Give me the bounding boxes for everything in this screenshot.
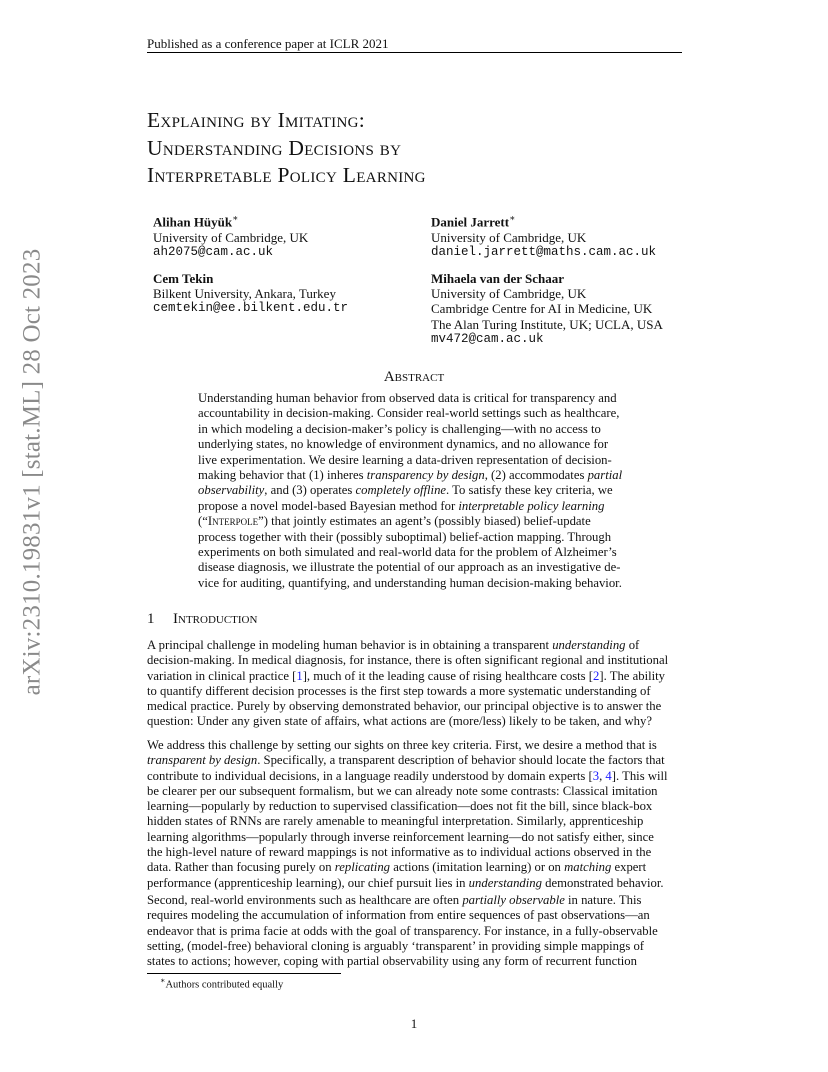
author-affiliation: Cambridge Centre for AI in Medicine, UK: [431, 301, 653, 317]
abstract-line: process together with their (possibly suboptimal) belief-action mapping. Through: [198, 529, 612, 544]
citation-link[interactable]: 2: [593, 668, 600, 683]
title-line-3: Interpretable Policy Learning: [147, 163, 426, 187]
section-number: 1: [147, 611, 155, 627]
paragraph-line: hidden states of RNNs are rarely amenable to meaningful interpretation. Similarly, apprenticeship: [147, 814, 644, 829]
citation-link[interactable]: 3: [592, 768, 600, 783]
abstract-line: live experimentation. We desire learning a data-driven representation of decision-: [198, 452, 612, 467]
author-name: Alihan Hüyük∗: [153, 213, 239, 230]
paragraph-line: We address this challenge by setting our sights on three key criteria. First, we desire a method that is: [147, 738, 657, 752]
author-email[interactable]: ah2075@cam.ac.uk: [153, 244, 274, 259]
abstract-line: vice for auditing, quantifying, and understanding human decision-making behavior.: [198, 575, 622, 590]
paragraph-line: setting, (model-free) behavioral cloning is arguably ‘transparent’ in providing simple mappings of: [147, 938, 645, 953]
title-line-1: Explaining by Imitating:: [147, 108, 365, 132]
paragraph-line: requires modeling the accumulation of information from entire sequences of past observations—an: [147, 908, 650, 923]
author-name: Mihaela van der Schaar: [431, 271, 565, 286]
paragraph-line: transparent by design. Specifically, a transparent description of behavior should locate the factors that: [147, 753, 665, 768]
footnote-rule: [147, 973, 341, 974]
arxiv-stamp-text: arXiv:2310.19831v1 [stat.ML] 28 Oct 2023: [18, 248, 45, 696]
paragraph-line: variation in clinical practice [1], much of it the leading cause of rising healthcare costs [2]. The ability: [147, 668, 666, 683]
paragraph-line: decision-making. In medical diagnosis, for instance, there is often significant regional and institutional: [147, 653, 669, 668]
citation-link[interactable]: 4: [605, 768, 612, 783]
paragraph-line: question: Under any given state of affairs, what actions are (more/less) likely to be taken, and why?: [147, 714, 652, 729]
abstract-line: making behavior that (1) inheres transparency by design, (2) accommodates partial: [198, 468, 623, 483]
abstract-line: accountability in decision-making. Consider real-world settings such as healthcare,: [198, 406, 620, 421]
paper-title: [147, 107, 426, 190]
paragraph-line: learning algorithms—popularly through inverse reinforcement learning—do not satisfy either, since: [147, 829, 654, 844]
abstract-line: disease diagnosis, we illustrate the potential of our approach as an investigative de-: [198, 560, 621, 575]
author-email[interactable]: daniel.jarrett@maths.cam.ac.uk: [431, 244, 657, 259]
paragraph-line: to quantify different decision processes is the first step towards a more systematic understanding of: [147, 683, 651, 698]
author-block-3: [153, 271, 348, 317]
paragraph-line: contribute to individual decisions, in a language readily understood by domain experts [3, 4]. This will: [147, 768, 668, 783]
paragraph-line: the high-level nature of reward mappings is not informative as to individual actions observed in the: [147, 845, 652, 860]
abstract-line: observability, and (3) operates completely offline. To satisfy these key criteria, we: [198, 483, 613, 498]
title-line-2: Understanding Decisions by: [147, 135, 402, 160]
author-name: Daniel Jarrett∗: [431, 213, 516, 230]
author-affiliation: University of Cambridge, UK: [153, 229, 309, 245]
paragraph-line: data. Rather than focusing purely on replicating actions (imitation learning) or on matching expert: [147, 860, 647, 875]
running-header: Published as a conference paper at ICLR 2021: [147, 36, 389, 51]
paragraph-line: learning—popularly by reduction to supervised classification—does not fit the bill, since black-box: [147, 799, 653, 814]
author-affiliation: University of Cambridge, UK: [431, 286, 587, 302]
abstract-body: [198, 391, 635, 591]
citation-link[interactable]: 1: [296, 668, 303, 683]
paragraph-line: Second, real-world environments such as healthcare are often partially observable in nature. This: [147, 893, 642, 907]
abstract-heading: Abstract: [383, 369, 445, 385]
paragraph-line: states to actions; however, coping with partial observability using any form of recurrent function: [147, 954, 637, 969]
section-heading: [147, 611, 257, 628]
intro-paragraph-3: [147, 893, 683, 969]
author-affiliation: The Alan Turing Institute, UK; UCLA, USA: [431, 316, 663, 332]
author-email[interactable]: cemtekin@ee.bilkent.edu.tr: [153, 301, 349, 316]
abstract-line: in which modeling a decision-maker’s policy is challenging—with no access to: [198, 421, 601, 436]
paragraph-line: A principal challenge in modeling human behavior is in obtaining a transparent understanding of: [147, 638, 640, 652]
abstract-line: experiments on both simulated and real-world data for the problem of Alzheimer’s: [198, 545, 617, 560]
author-email[interactable]: mv472@cam.ac.uk: [431, 331, 544, 346]
intro-paragraph-1: [147, 638, 683, 730]
abstract-line: (“Interpole”) that jointly estimates an agent’s (possibly biased) belief-update: [198, 514, 591, 529]
abstract-line: propose a novel model-based Bayesian method for interpretable policy learning: [198, 498, 605, 513]
author-block-4: [431, 271, 663, 347]
abstract-line: underlying states, no knowledge of environment dynamics, and no allowance for: [198, 437, 609, 452]
arxiv-stamp: [10, 248, 54, 696]
section-title: Introduction: [173, 611, 258, 627]
header-rule: [147, 52, 682, 53]
paragraph-line: performance (apprenticeship learning), our chief pursuit lies in understanding demonstrated behavior.: [147, 875, 664, 890]
author-block-1: [153, 211, 308, 260]
author-name: Cem Tekin: [153, 271, 214, 286]
author-affiliation: Bilkent University, Ankara, Turkey: [153, 286, 336, 302]
intro-paragraph-2: [147, 738, 683, 891]
paragraph-line: be clearer per our subsequent formalism, but we can already note some contrasts: Classical imitation: [147, 783, 658, 798]
abstract-line: Understanding human behavior from observed data is critical for transparency and: [198, 391, 617, 405]
footnote: ∗Authors contributed equally: [160, 976, 284, 991]
page-number: 1: [410, 1016, 418, 1031]
paragraph-line: endeavor that is prima facie at odds with the goal of transparency. For instance, in a fully-observable: [147, 923, 658, 938]
author-affiliation: University of Cambridge, UK: [431, 229, 587, 245]
paragraph-line: medical practice. Purely by observing demonstrated behavior, our principal objective is to answer the: [147, 699, 662, 714]
author-block-2: [431, 211, 656, 260]
